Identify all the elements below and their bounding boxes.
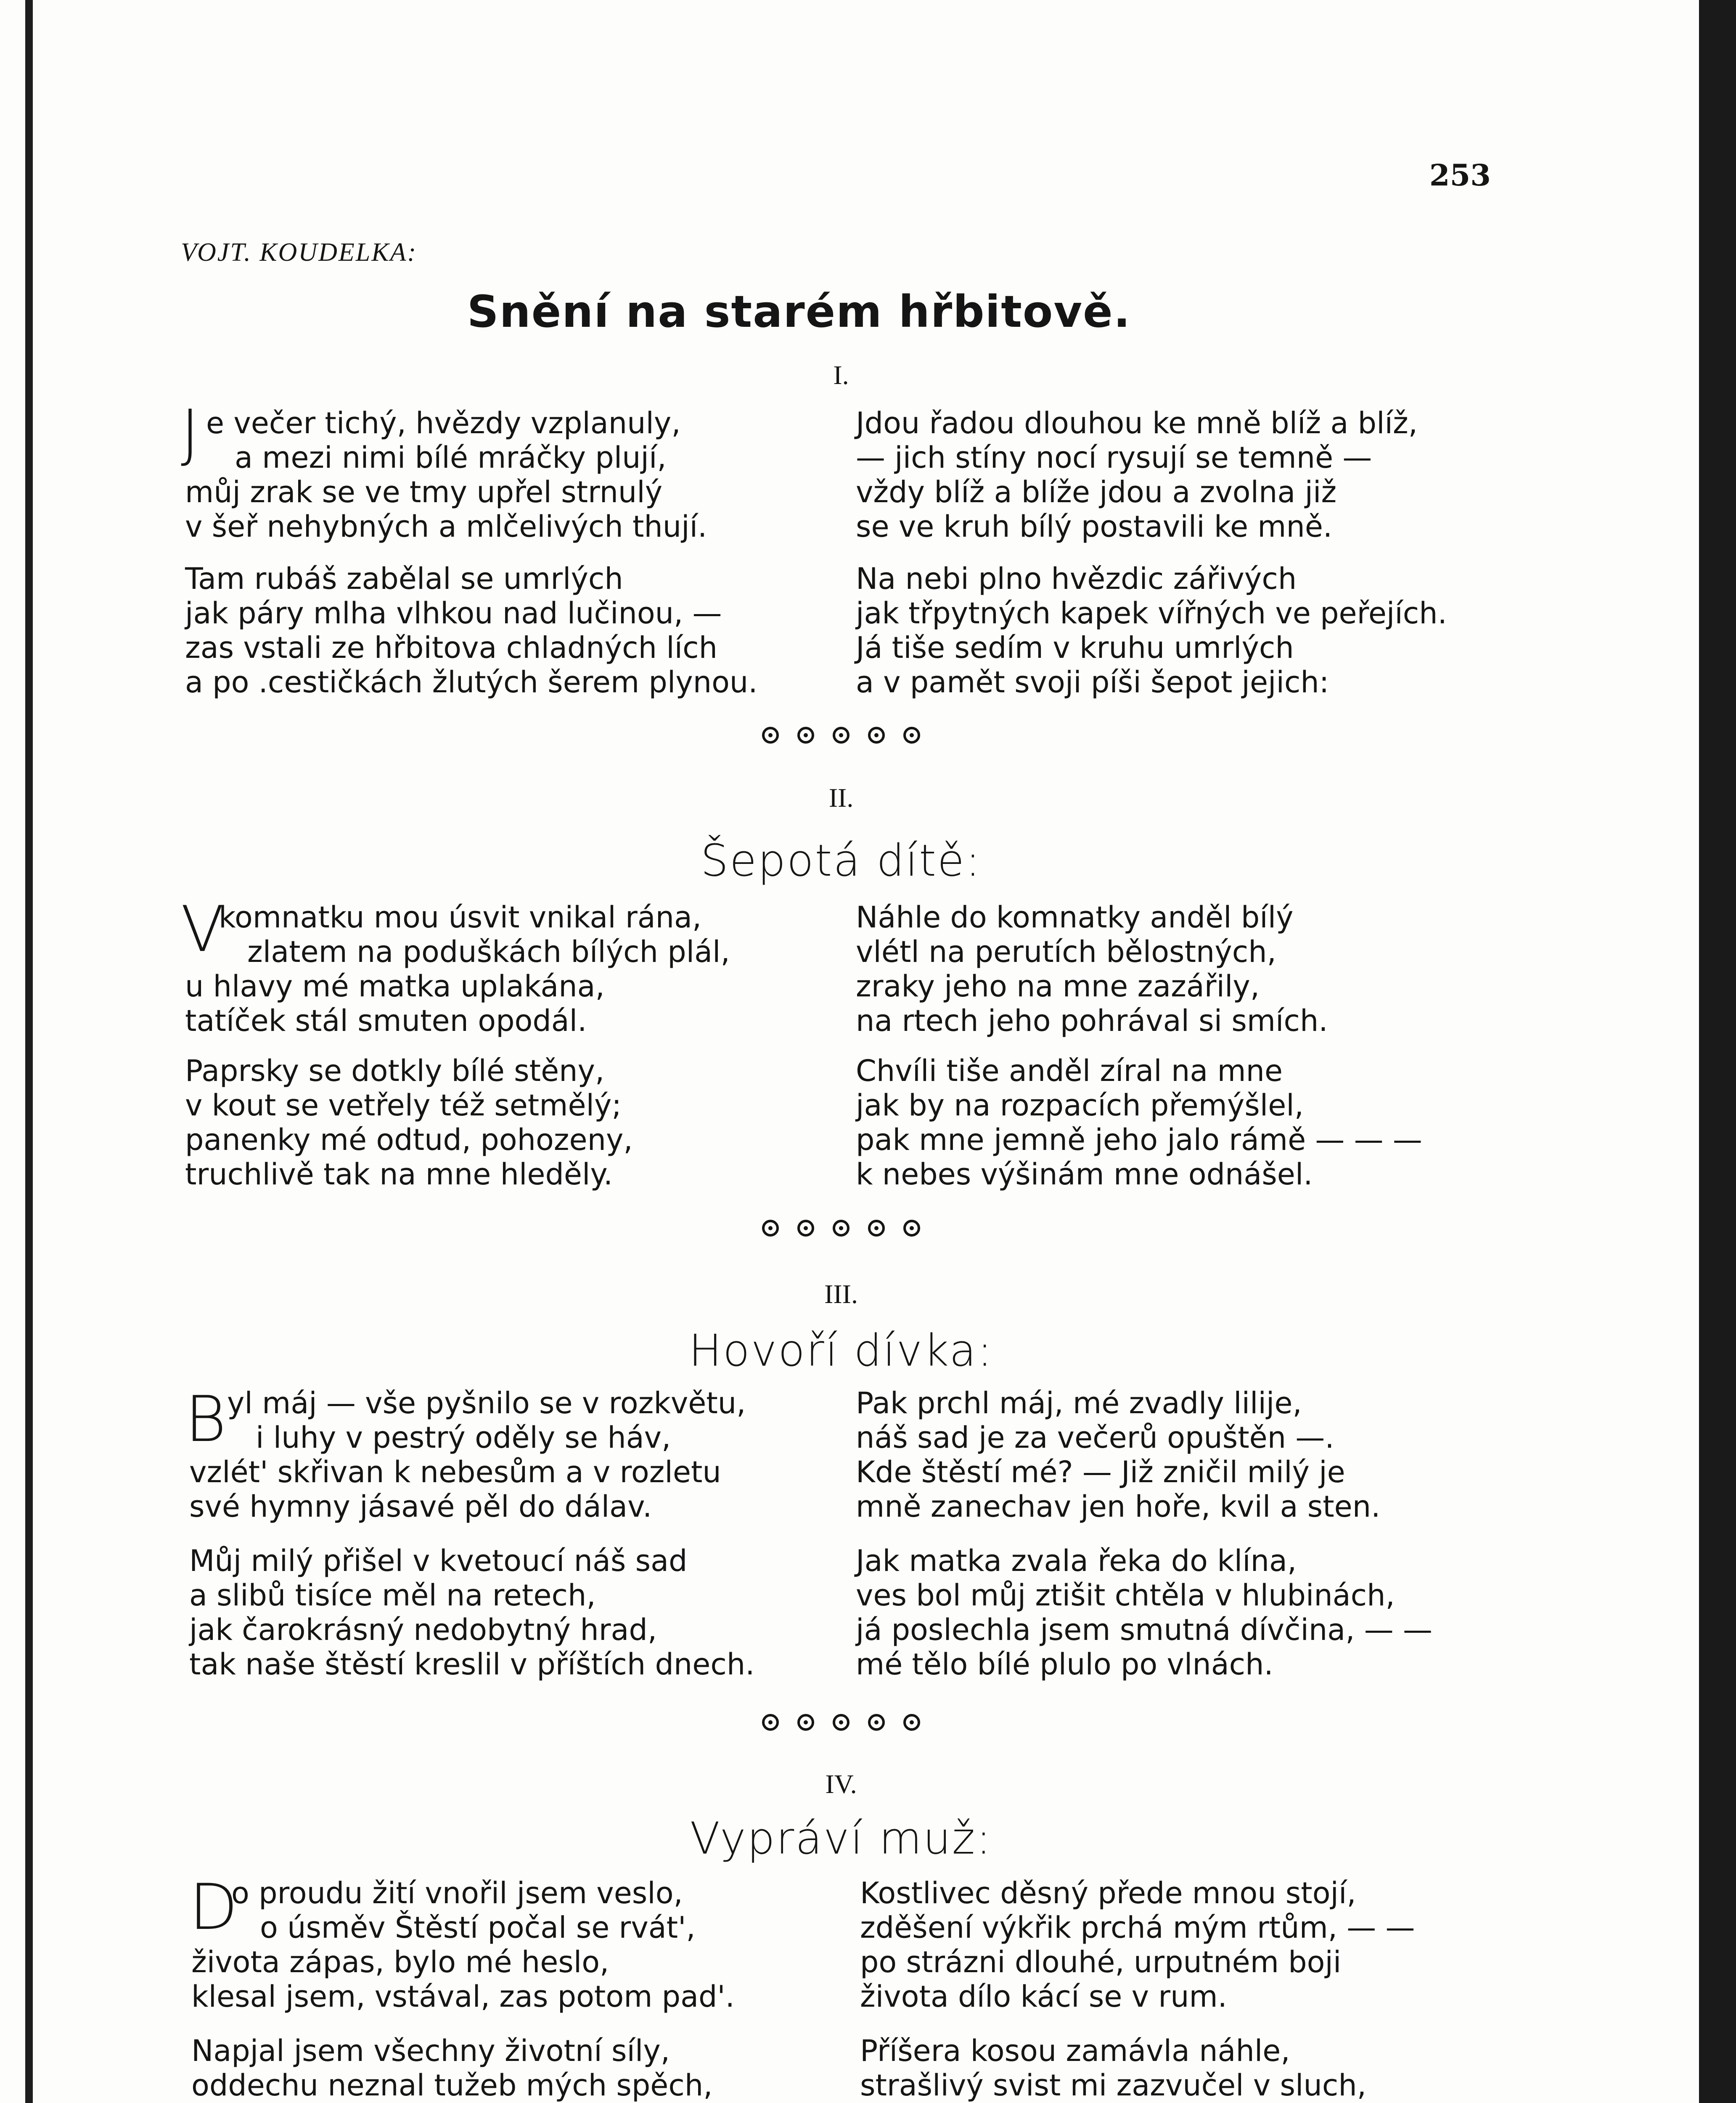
verse-line: Kde štěstí mé? — Již zničil milý je [856, 1455, 1345, 1489]
verse-line: jak by na rozpacích přemýšlel, [856, 1088, 1304, 1123]
ornament-divider [715, 727, 967, 744]
page-number: 253 [1429, 158, 1491, 193]
verse-line: života zápas, bylo mé heslo, [191, 1945, 609, 1979]
verse-line: na rtech jeho pohrával si smích. [856, 1004, 1328, 1038]
ornament-dot-icon [903, 727, 920, 744]
ornament-dot-icon [868, 1220, 885, 1237]
ornament-divider [715, 1220, 967, 1237]
stanza [185, 1054, 828, 1192]
stanza [191, 2034, 835, 2103]
ornament-dot-icon [797, 1220, 814, 1237]
verse-line: komnatku mou úsvit vnikal rána, [219, 900, 702, 935]
verse-line: jak páry mlha vlhkou nad lučinou, — [185, 596, 722, 630]
ornament-dot-icon [833, 1714, 849, 1731]
ornament-dot-icon [797, 727, 814, 744]
stanza [219, 900, 862, 969]
verse-line: panenky mé odtud, pohozeny, [185, 1123, 633, 1157]
stanza [231, 1876, 875, 1945]
verse-line: Napjal jsem všechny životní síly, [191, 2034, 670, 2068]
ornament-dot-icon [833, 727, 849, 744]
scan-edge-left [25, 0, 33, 2103]
verse-line: vlétl na perutích bělostných, [856, 935, 1276, 969]
verse-line: já poslechla jsem smutná dívčina, — — [856, 1613, 1432, 1647]
verse-line: e večer tichý, hvězdy vzplanuly, [206, 406, 681, 440]
verse-line: své hymny jásavé pěl do dálav. [189, 1489, 652, 1524]
section-numeral-4: IV. [825, 1769, 857, 1799]
verse-line: a po .cestičkách žlutých šerem plynou. [185, 665, 758, 699]
ornament-divider [715, 1714, 967, 1731]
verse-line: v šeř nehybných a mlčelivých thují. [185, 509, 707, 544]
verse-line: vzlét' skřivan k nebesům a v rozletu [189, 1455, 721, 1489]
verse-line: Tam rubáš zabělal se umrlých [185, 562, 623, 596]
verse-line: tatíček stál smuten opodál. [185, 1004, 587, 1038]
ornament-dot-icon [797, 1714, 814, 1731]
verse-line: Příšera kosou zamávla náhle, [860, 2034, 1290, 2068]
verse-line: — jich stíny nocí rysují se temně — [856, 440, 1372, 475]
verse-line: vždy blíž a blíže jdou a zvolna již [856, 475, 1337, 509]
stanza [185, 969, 828, 1038]
poem-title: Snění na starém hřbitově. [467, 286, 1131, 337]
verse-line: po strázni dlouhé, urputném boji [860, 1945, 1342, 1979]
verse-line: Paprsky se dotkly bílé stěny, [185, 1054, 605, 1088]
section-numeral-3: III. [824, 1279, 858, 1309]
section-heading: Vypráví muž: [690, 1813, 992, 1864]
verse-line: o proudu žití vnořil jsem veslo, [231, 1876, 683, 1910]
verse-line: mé tělo bílé plulo po vlnách. [856, 1647, 1273, 1682]
verse-line: a mezi nimi bílé mráčky plují, [235, 440, 667, 475]
verse-line: a v pamět svoji píši šepot jejich: [856, 665, 1329, 699]
drop-cap: D [189, 1871, 238, 1944]
section-heading: Šepotá dítě: [701, 835, 982, 886]
ornament-dot-icon [903, 1220, 920, 1237]
drop-cap: J [181, 397, 200, 470]
stanza [189, 1455, 833, 1524]
verse-line: zas vstali ze hřbitova chladných lích [185, 630, 717, 665]
ornament-dot-icon [868, 727, 885, 744]
verse-line: Jak matka zvala řeka do klína, [856, 1544, 1297, 1578]
verse-line: mně zanechav jen hoře, kvil a sten. [856, 1489, 1381, 1524]
ornament-dot-icon [762, 727, 779, 744]
ornament-dot-icon [903, 1714, 920, 1731]
stanza [856, 562, 1499, 699]
verse-line: strašlivý svist mi zazvučel v sluch, [860, 2068, 1366, 2103]
stanza [191, 1945, 835, 2014]
verse-line: zlatem na poduškách bílých plál, [247, 935, 730, 969]
author-byline: VOJT. KOUDELKA: [181, 238, 418, 267]
verse-line: i luhy v pestrý oděly se háv, [256, 1420, 671, 1455]
verse-line: života dílo kácí se v rum. [860, 1979, 1227, 2014]
verse-line: Já tiše sedím v kruhu umrlých [856, 630, 1294, 665]
verse-line: v kout se vetřely též setmělý; [185, 1088, 622, 1123]
verse-line: truchlivě tak na mne hleděly. [185, 1157, 613, 1192]
verse-line: Pak prchl máj, mé zvadly lilije, [856, 1386, 1302, 1420]
stanza [856, 1054, 1499, 1192]
verse-line: můj zrak se ve tmy upřel strnulý [185, 475, 663, 509]
section-numeral-1: I. [833, 360, 849, 390]
drop-cap: V [181, 893, 224, 966]
ornament-dot-icon [833, 1220, 849, 1237]
drop-cap: B [185, 1383, 227, 1456]
verse-line: Chvíli tiše anděl zíral na mne [856, 1054, 1283, 1088]
stanza [206, 406, 849, 475]
stanza [856, 406, 1499, 544]
verse-line: se ve kruh bílý postavili ke mně. [856, 509, 1333, 544]
verse-line: Jdou řadou dlouhou ke mně blíž a blíž, [856, 406, 1418, 440]
verse-line: a slibů tisíce měl na retech, [189, 1578, 596, 1613]
stanza [856, 900, 1499, 1038]
verse-line: náš sad je za večerů opuštěn —. [856, 1420, 1334, 1455]
verse-line: pak mne jemně jeho jalo rámě — — — [856, 1123, 1422, 1157]
verse-line: Na nebi plno hvězdic zářivých [856, 562, 1297, 596]
stanza [185, 562, 828, 699]
verse-line: tak naše štěstí kreslil v příštích dnech. [189, 1647, 755, 1682]
verse-line: Můj milý přišel v kvetoucí náš sad [189, 1544, 688, 1578]
verse-line: o úsměv Štěstí počal se rvát', [260, 1910, 696, 1945]
stanza [227, 1386, 871, 1455]
verse-line: k nebes výšinám mne odnášel. [856, 1157, 1313, 1192]
verse-line: jak čarokrásný nedobytný hrad, [189, 1613, 657, 1647]
verse-line: Náhle do komnatky anděl bílý [856, 900, 1294, 935]
verse-line: klesal jsem, vstával, zas potom pad'. [191, 1979, 735, 2014]
verse-line: u hlavy mé matka uplakána, [185, 969, 605, 1004]
stanza [860, 1876, 1503, 2014]
scan-edge-right [1699, 0, 1736, 2103]
verse-line: yl máj — vše pyšnilo se v rozkvětu, [227, 1386, 746, 1420]
stanza [189, 1544, 833, 1682]
ornament-dot-icon [762, 1220, 779, 1237]
verse-line: Kostlivec děsný přede mnou stojí, [860, 1876, 1356, 1910]
ornament-dot-icon [868, 1714, 885, 1731]
verse-line: zraky jeho na mne zazářily, [856, 969, 1260, 1004]
ornament-dot-icon [762, 1714, 779, 1731]
verse-line: jak třpytných kapek vířných ve peřejích. [856, 596, 1447, 630]
section-numeral-2: II. [828, 783, 854, 813]
stanza [185, 475, 828, 544]
stanza [856, 1544, 1499, 1682]
stanza [860, 2034, 1503, 2103]
verse-line: ves bol můj ztišit chtěla v hlubinách, [856, 1578, 1395, 1613]
stanza [856, 1386, 1499, 1524]
verse-line: oddechu neznal tužeb mých spěch, [191, 2068, 713, 2103]
verse-line: zděšení výkřik prchá mým rtům, — — [860, 1910, 1415, 1945]
section-heading: Hovoří dívka: [688, 1325, 994, 1376]
